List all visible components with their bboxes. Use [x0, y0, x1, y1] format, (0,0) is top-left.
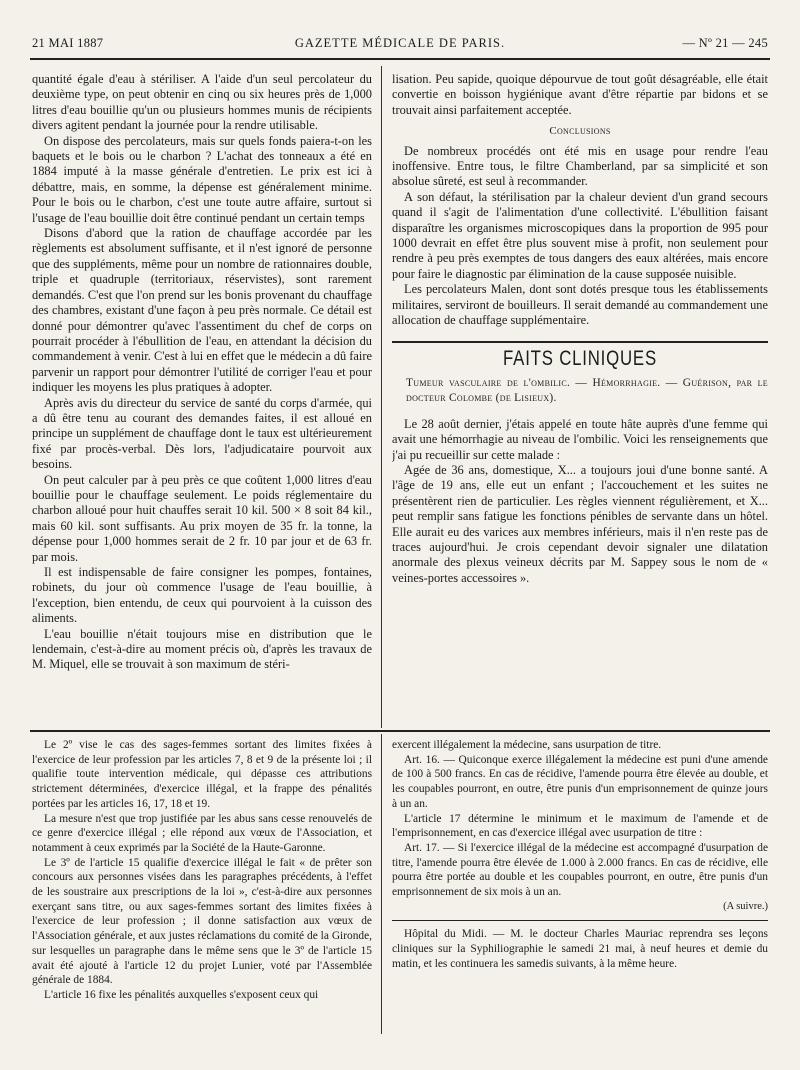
- upper-right-column: [392, 72, 768, 720]
- paragraph: quantité égale d'eau à stériliser. A l'aide d'un seul percolateur du deuxième type, on peut obtenir en cinq ou six heures près de 1,000 litres d'eau bouillie qu'un ou plusieurs hommes munis de récipients divers agitent pendant la journée pour la rendre utilisable.: [32, 72, 372, 133]
- paragraph: Art. 16. — Quiconque exerce illégalement la médecine est puni d'une amende de 100 à 500 francs. En cas de récidive, l'amende pourra être élevée au double, et les coupables pourront, en outre, être punis d'un emprisonnement de quinze jours à un an.: [392, 753, 768, 810]
- hospital-notice: Hôpital du Midi. — M. le docteur Charles Mauriac reprendra ses leçons cliniques sur la Syphiliographie le samedi 21 mai, à neuf heures et demie du matin, et les continuera les samedis suivants, à la même heure.: [392, 928, 768, 970]
- paragraph: Le 28 août dernier, j'étais appelé en toute hâte auprès d'une femme qui avait une hémorrhagie au niveau de l'ombilic. Voici les renseignements que j'ai pu recueillir sur cette malade :: [392, 416, 768, 462]
- lower-right-column: [392, 738, 768, 1038]
- middle-rule: [30, 730, 770, 732]
- section-rule: [392, 341, 768, 343]
- lower-column-divider: [381, 734, 382, 1034]
- paragraph: exercent illégalement la médecine, sans usurpation de titre.: [392, 739, 662, 751]
- header-title: GAZETTE MÉDICALE DE PARIS.: [294, 36, 506, 50]
- paragraph: La mesure n'est que trop justifiée par les abus sans cesse renouvelés de ce genre d'exercice illégal ; elle répond aux vœux de l'Association, et notamment à ceux exprimés par la Société de la Haute-Garonne.: [32, 812, 372, 854]
- paragraph: De nombreux procédés ont été mis en usage pour rendre l'eau inoffensive. Entre tous, le filtre Chamberland, par sa simplicité et son absolue sûreté, est seul à recommander.: [392, 143, 768, 189]
- paragraph: lisation. Peu sapide, quoique dépourvue de tout goût désagréable, elle était convertie en boisson hygiénique avant d'être répartie par bidons et se trouvait ainsi parfaitement acceptée.: [392, 72, 768, 117]
- paragraph: Il est indispensable de faire consigner les pompes, fontaines, robinets, du jour où commence l'usage de l'eau bouillie, à l'exception, bien entendu, de ceux qui pourvoient à la cuisson des aliments.: [32, 565, 372, 626]
- header-date: 21 MAI 1887: [32, 36, 104, 50]
- notice-rule: [392, 920, 768, 921]
- paragraph: L'article 17 détermine le minimum et le maximum de l'amende et de l'emprisonnement, en cas d'exercice illégal avec usurpation de titre :: [392, 812, 768, 840]
- section-title: FAITS CLINIQUES: [503, 346, 657, 370]
- paragraph: L'eau bouillie n'était toujours mise en distribution que le lendemain, c'est-à-dire au moment précis où, d'après les travaux de M. Miquel, elle se trouvait à son maximum de stéri-: [32, 626, 372, 672]
- lower-left-column: [32, 738, 372, 1038]
- paragraph: Le 3º de l'article 15 qualifie d'exercice illégal le fait « de prêter son concours aux personnes visées dans les paragraphes précédents, à l'effet de les soustraire aux prescriptions de la loi », c'est-à-dire aux personnes exerçant sans titre, ou aux sages-femmes sortant des limites fixées à l'exercice de leur profession ; il donne satisfaction aux vœux de l'Association générale, et aux justes réclamations du comité de la Gironde, sur lesquelles un paragraphe dans le même sens que le 3º de l'article 15 avait été ajouté à l'article 12 du projet Lunier, voté par l'Assemblée générale de 1884.: [32, 856, 372, 987]
- paragraph: Disons d'abord que la ration de chauffage accordée par les règlements est absolument suffisante, et il n'est ignoré de personne que des suppléments, même pour un nombre de rationnaires double, triple et quadruple (territoriaux, réservistes), sont rarement demandés. C'est que l'on prend sur les bonis provenant du chauffage des chambres, existant d'une façon à peu près normale. Ce détail est donné pour démontrer qu'avec l'assentiment du chef de corps on pourrait procéder à l'ébullition de l'eau, en attendant la décision du commandement à venir. C'est à lui en effet que le médecin a dû faire parvenir un rapport pour démontrer l'utilité de corriger l'eau et pour indiquer les moyens les plus pratiques à adopter.: [32, 226, 372, 395]
- upper-column-divider: [381, 66, 382, 728]
- paragraph: Les percolateurs Malen, dont sont dotés presque tous les établissements militaires, serviront de bouilleurs. Il serait demandé au commandement une allocation de chauffage supplémentaire.: [392, 282, 768, 328]
- paragraph: A son défaut, la stérilisation par la chaleur devient d'un grand secours quand il s'agit de l'alimentation d'une collectivité. L'ébullition faisant disparaître les organismes microscopiques dans la proportion de 995 pour 1000 devrait en effet être plus souvent mise à profit, non seulement pour rendre à peu près exemptes de tous dangers des eaux altérées, mais encore pour faire le diagnostic par élimination de la cause supposée nuisible.: [392, 189, 768, 281]
- paragraph: Art. 17. — Si l'exercice illégal de la médecine est accompagné d'usurpation de titre, l'amende pourra être élevée de 1.000 à 2.000 francs. En cas de récidive, elle pourra être portée au double et les coupables pourront, en outre, être punis d'un emprisonnement de six mois à un an.: [392, 841, 768, 899]
- paragraph: On dispose des percolateurs, mais sur quels fonds paiera-t-on les baquets et le bois ou le charbon ? L'achat des tonneaux a été en 1884 imputé à la masse générale d'entretien. Le prix est ici à débattre, mais, en somme, la dépense est généralement minime. Pour le bois ou le charbon, c'est une toute autre affaire, surtout si l'usage de l'eau bouillie doit être continué pendant un certain temps: [32, 133, 372, 225]
- upper-left-column: [32, 72, 372, 720]
- header-rule: [30, 58, 770, 60]
- paragraph: Agée de 36 ans, domestique, X... a toujours joui d'une bonne santé. A l'âge de 19 ans, elle eut un enfant ; l'accouchement et les suites ne présentèrent rien de particulier. Les règles viennent régulièrement, et X... peut remplir sans fatigue les fonctions pénibles de servante dans un hôtel. Elle aurait eu des varices aux membres inférieurs, mais il n'en reste pas de traces aujourd'hui. Je crois cependant devoir signaler une dilatation anormale des plexus veineux décrits par M. Sappey sous le nom de « veines-portes accessoires ».: [392, 462, 768, 585]
- conclusions-heading: Conclusions: [549, 125, 611, 138]
- to-be-continued-note: (A suivre.): [723, 900, 768, 912]
- page-header: [32, 36, 768, 54]
- header-number: — Nº 21 — 245: [682, 36, 768, 50]
- paragraph: On peut calculer par à peu près ce que coûtent 1,000 litres d'eau bouillie pour le chauffage seulement. Le poids réglementaire du charbon alloué pour huit chauffes serait 10 kil. 500 × 8 soit 84 kil., mais 60 kil. sont suffisants. Au prix moyen de 35 fr. la tonne, la dépense pour 1,000 hommes serait de 2 fr. 10 par jour et de 63 fr. par mois.: [32, 472, 372, 564]
- paragraph: Après avis du directeur du service de santé du corps d'armée, qui a dû être tenu au courant des demandes faites, il est alloué en principe un supplément de chauffage dont le taux est ultérieurement fixé par procès-verbal. Dès lors, l'adjudicataire pourvoit aux besoins.: [32, 395, 372, 472]
- case-title: Tumeur vasculaire de l'ombilic. — Hémorrhagie. — Guérison, par le docteur Colombe (de Lisieux).: [406, 376, 768, 405]
- paragraph: Le 2º vise le cas des sages-femmes sortant des limites fixées à l'exercice de leur profession par les articles 7, 8 et 9 de la présente loi ; il qualifie toute intervention médicale, qui dépasse ces attributions strictement déterminées, d'exercice illégal, et la frappe des pénalités portées par les articles 16, 17, 18 et 19.: [32, 739, 372, 810]
- paragraph: L'article 16 fixe les pénalités auxquelles s'exposent ceux qui: [44, 988, 319, 1001]
